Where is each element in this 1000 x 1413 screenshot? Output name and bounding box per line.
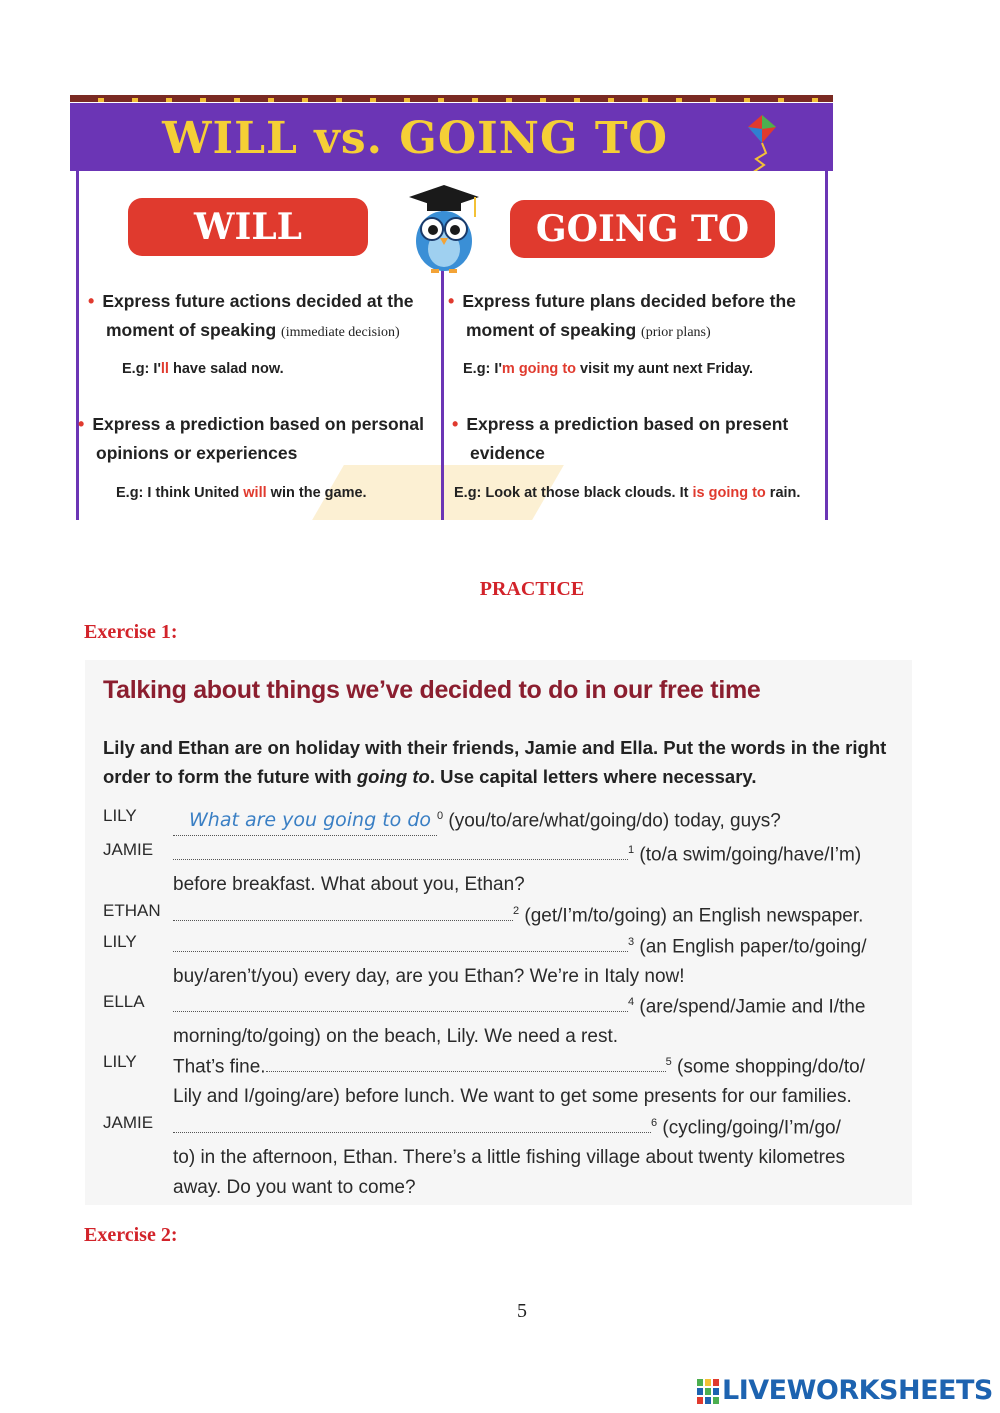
will-rule-2-text-b: opinions or experiences [96,443,298,463]
going-to-rule-2 [452,410,832,468]
will-vs-going-to-infographic [70,95,833,520]
will-rule-1 [88,287,448,347]
answer-blank-5[interactable] [266,1053,666,1072]
speaker-name: JAMIE [103,840,154,859]
logo-text: LIVEWORKSHEETS [722,1375,993,1406]
exercise-1-title: Talking about things we’ve decided to do in our free time [103,676,761,704]
dialogue-line [173,801,918,836]
will-example-2-c: win the game. [266,485,367,501]
speaker-name: LILY [103,1052,137,1071]
dialogue-row-5 [103,1047,918,1107]
dialogue-row-0 [103,801,918,831]
exercise-1-instructions [103,733,903,791]
page-number: 5 [517,1300,527,1322]
exercise-1-box [85,660,912,1205]
item-number: 3 [628,936,635,948]
will-rule-2 [78,410,448,468]
dialogue-line [173,1108,918,1203]
answer-blank-3[interactable] [173,933,628,952]
instructions-emphasis: going to [356,766,430,787]
dialogue-text-continued-2: away. Do you want to come? [173,1177,416,1199]
dialogue-line [173,927,918,992]
item-number: 5 [665,1056,672,1068]
dialogue-text: (are/spend/Jamie and I/the [634,996,866,1018]
going-to-example-1 [463,361,753,377]
instructions-text-a: Lily and Ethan are on holiday with their friends, Jamie and Ella. Put the words in the right order to form the future with [103,737,887,787]
dialogue-text-continued: morning/to/going) on the beach, Lily. We need a rest. [173,1026,619,1048]
bullet-icon: • [78,414,85,434]
item-number: 2 [513,905,520,917]
going-to-rule-1-text-b: moment of speaking [466,320,637,340]
dialogue-text: (cycling/going/I’m/go/ [657,1117,841,1139]
going-to-example-2-b: is going to [692,485,766,501]
dialogue-text: (get/I’m/to/going) an English newspaper. [519,905,864,927]
dialogue-prefix: That’s fine. [173,1056,266,1078]
going-to-rule-1 [448,287,833,347]
will-rule-1-note: (immediate decision) [281,325,400,340]
bullet-icon: • [452,414,459,434]
will-example-1-b: ll [160,361,169,377]
dialogue-line [173,1047,918,1112]
answer-blank-4[interactable] [173,993,628,1012]
logo-grid-icon [697,1379,719,1405]
owl-icon [405,183,483,273]
speaker-name: LILY [103,806,137,825]
speaker-name: ELLA [103,992,145,1011]
instructions-text-b: . Use capital letters where necessary. [429,766,757,787]
dialogue-row-3 [103,927,918,987]
going-to-example-2-c: rain. [765,485,801,501]
will-rule-1-text: Express future actions decided at the [102,291,414,311]
dialogue-text: (an English paper/to/going/ [634,936,867,958]
going-to-example-1-a: E.g: I' [463,361,502,377]
dialogue-line [173,835,918,900]
going-to-example-2-a: E.g: Look at those black clouds. It [454,485,693,501]
dialogue-row-2 [103,896,918,926]
liveworksheets-logo [697,1375,997,1413]
item-number: 6 [651,1117,658,1129]
dialogue-text: (you/to/are/what/going/do) today, guys? [443,810,781,832]
going-to-rule-1-note: (prior plans) [641,325,711,340]
practice-heading: PRACTICE [479,578,585,600]
dialogue-row-1 [103,835,918,895]
will-label: WILL [128,198,368,256]
dialogue-row-6 [103,1108,918,1198]
will-example-2 [116,485,367,501]
going-to-example-1-b: m going to [501,361,576,377]
will-example-1 [122,361,284,377]
dialogue-text-continued: before breakfast. What about you, Ethan? [173,874,525,896]
dialogue-line [173,987,918,1052]
bullet-icon: • [88,291,95,311]
dialogue-row-4 [103,987,918,1047]
item-number: 1 [628,844,635,856]
will-example-1-c: have salad now. [168,361,284,377]
answer-blank-2[interactable] [173,902,513,921]
answer-blank-6[interactable] [173,1114,651,1133]
item-number: 0 [437,810,444,822]
dialogue-text: (some shopping/do/to/ [671,1056,866,1078]
will-example-2-a: E.g: I think United [116,485,244,501]
going-to-example-1-c: visit my aunt next Friday. [576,361,754,377]
will-rule-1-text-b: moment of speaking [106,320,277,340]
going-to-rule-1-text: Express future plans decided before the [462,291,796,311]
speaker-name: JAMIE [103,1113,154,1132]
will-example-1-a: E.g: I' [122,361,161,377]
going-to-label: GOING TO [510,200,775,258]
going-to-rule-2-text-b: evidence [470,443,545,463]
speaker-name: ETHAN [103,901,161,920]
will-rule-2-text: Express a prediction based on personal [92,414,424,434]
speaker-name: LILY [103,932,137,951]
exercise-1-label: Exercise 1: [84,621,178,643]
title-banner [70,103,833,171]
going-to-example-2 [454,485,800,501]
will-example-2-b: will [243,485,267,501]
dialogue-text: (to/a swim/going/have/I’m) [634,844,862,866]
example-answer: What are you going to do [173,805,437,836]
item-number: 4 [628,996,635,1008]
going-to-rule-2-text: Express a prediction based on present [466,414,789,434]
exercise-2-label: Exercise 2: [84,1224,178,1246]
dialogue-text-continued: to) in the afternoon, Ethan. There’s a little fishing village about twenty kilometres [173,1147,846,1169]
dialogue-text-continued: Lily and I/going/are) before lunch. We want to get some presents for our families. [173,1086,852,1108]
bullet-icon: • [448,291,455,311]
dialogue-text-continued: buy/aren’t/you) every day, are you Ethan? We’re in Italy now! [173,966,685,988]
kite-icon [742,113,782,173]
infographic-title: WILL vs. GOING TO [162,113,668,164]
answer-blank-1[interactable] [173,841,628,860]
top-border-pattern [70,98,833,102]
